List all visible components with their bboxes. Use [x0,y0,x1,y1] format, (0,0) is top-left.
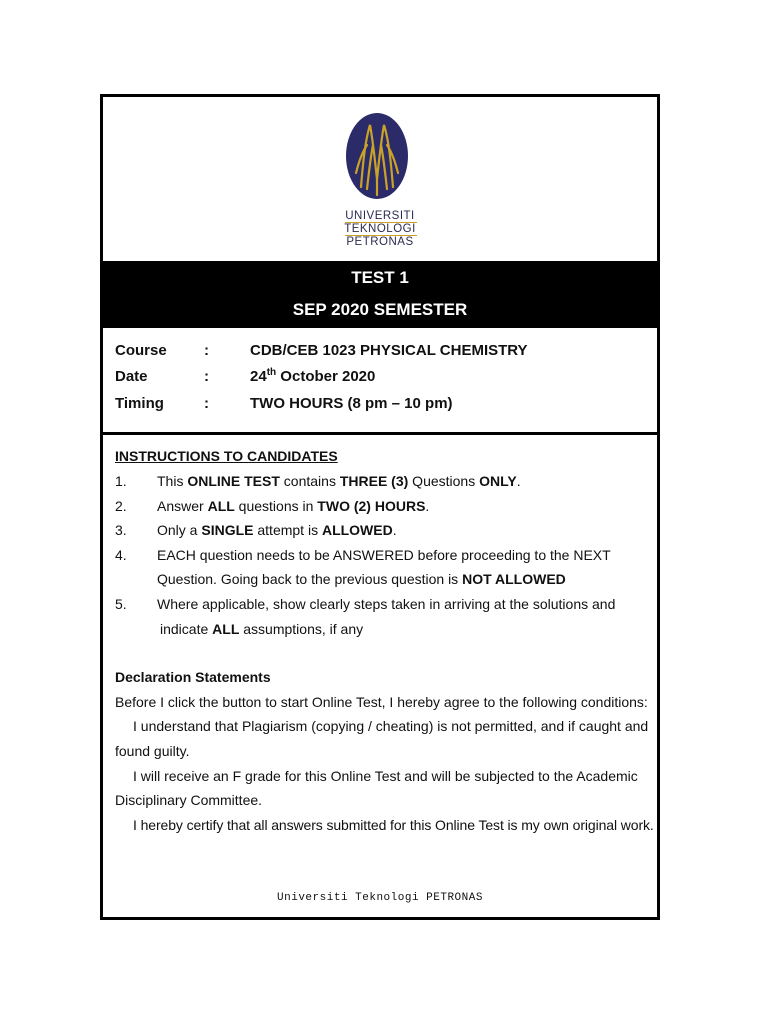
instruction-5-line-1: Where applicable, show clearly steps taken in arriving at the solutions and [157,596,616,612]
instruction-1: This ONLINE TEST contains THREE (3) Questions ONLY. [157,473,521,489]
instruction-number: 2. [115,498,127,514]
course-colon: : [204,342,209,359]
instruction-3: Only a SINGLE attempt is ALLOWED. [157,522,397,538]
declaration-p2-line-1: I will receive an F grade for this Online Test and will be subjected to the Academic [133,768,638,784]
instruction-number: 3. [115,522,127,538]
logo-line-1: UNIVERSITI [345,210,415,222]
instruction-5-line-2: indicate ALL assumptions, if any [160,621,364,637]
date-colon: : [204,368,209,385]
date-value [250,368,375,385]
date-row [103,368,657,388]
timing-value: TWO HOURS (8 pm – 10 pm) [250,395,453,412]
logo-line-3: PETRONAS [346,236,414,248]
timing-row [103,395,657,415]
instruction-4-line-2: Question. Going back to the previous question is NOT ALLOWED [157,571,566,587]
date-label: Date [115,368,148,385]
logo-line-2: TEKNOLOGI [344,223,416,235]
date-day: 24 [250,368,267,385]
instructions-heading: INSTRUCTIONS TO CANDIDATES [115,448,338,464]
declaration-p2-line-2: Disciplinary Committee. [115,792,263,808]
instruction-4-line-1: EACH question needs to be ANSWERED before proceeding to the NEXT [157,547,611,563]
declaration-intro: Before I click the button to start Online Test, I hereby agree to the following conditions: [115,694,648,710]
course-value: CDB/CEB 1023 PHYSICAL CHEMISTRY [250,342,528,359]
declaration-heading: Declaration Statements [115,669,271,685]
info-top-rule [103,325,657,326]
instruction-number: 4. [115,547,127,563]
timing-colon: : [204,395,209,412]
exam-cover-sheet [100,94,660,920]
footer-institution: Universiti Teknologi PETRONAS [277,892,483,904]
utp-crest-icon [343,111,411,201]
instruction-number: 1. [115,473,127,489]
date-rest: October 2020 [276,368,376,385]
course-row [103,342,657,362]
instruction-number: 5. [115,596,127,612]
title-banner [103,261,657,328]
declaration-p3: I hereby certify that all answers submitted for this Online Test is my own original work. [133,817,654,833]
logo-area [103,97,657,261]
test-title: TEST 1 [351,268,409,287]
instruction-2: Answer ALL questions in TWO (2) HOURS. [157,498,430,514]
declaration-p1-line-1: I understand that Plagiarism (copying / cheating) is not permitted, and if caught and [133,718,649,734]
section-divider [103,432,657,435]
course-label: Course [115,342,167,359]
date-suffix: th [266,367,277,378]
declaration-p1-line-2: found guilty. [115,743,190,759]
semester-title: SEP 2020 SEMESTER [292,300,468,319]
timing-label: Timing [115,395,164,412]
